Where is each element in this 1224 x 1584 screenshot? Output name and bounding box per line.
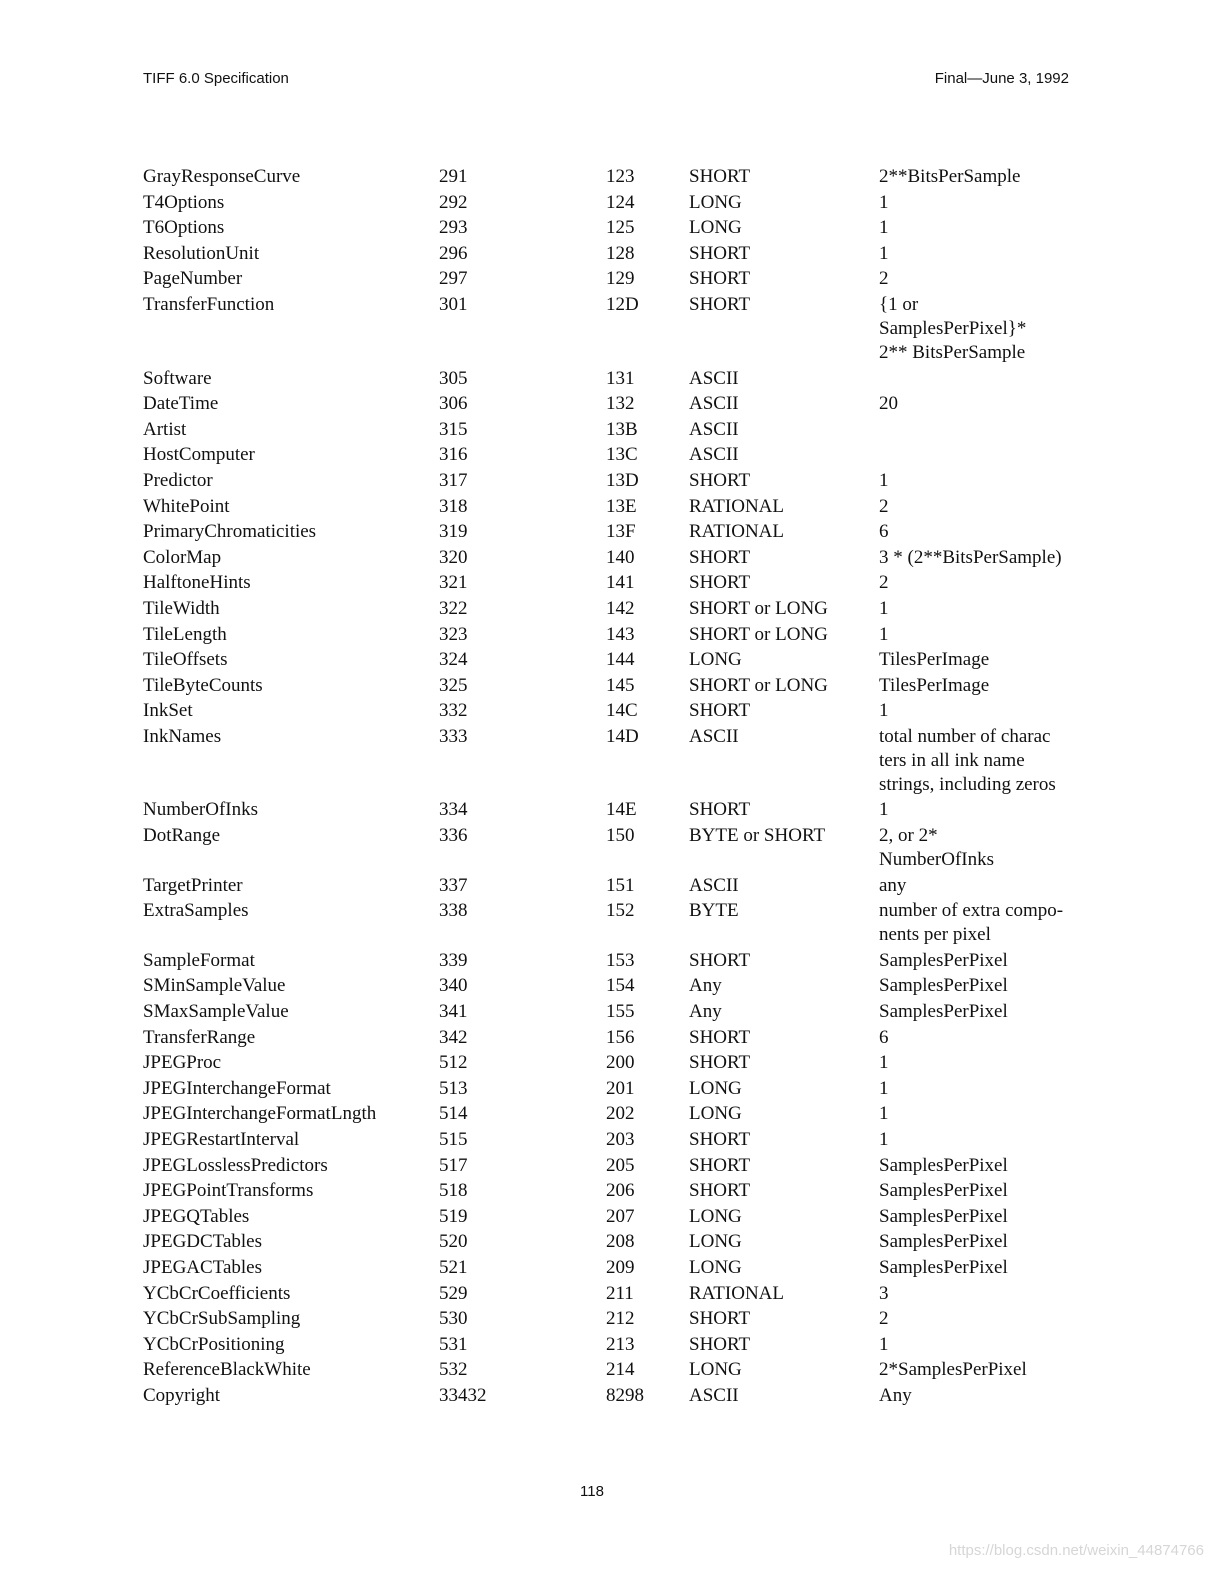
tag-type: RATIONAL	[689, 521, 784, 543]
tag-name: Predictor	[143, 469, 213, 491]
tag-hex: 14E	[606, 799, 637, 821]
tag-hex: 124	[606, 191, 635, 213]
tag-type: RATIONAL	[689, 495, 784, 517]
tag-count: 6	[879, 521, 889, 543]
tag-name: JPEGRestartInterval	[143, 1129, 300, 1150]
tag-decimal: 323	[439, 623, 468, 645]
tag-name: SMinSampleValue	[143, 975, 286, 997]
tag-hex: 211	[606, 1282, 634, 1304]
tag-hex: 131	[606, 367, 635, 389]
tag-decimal: 292	[439, 191, 468, 213]
table-row	[143, 1384, 1079, 1410]
table-row	[143, 418, 1079, 444]
tag-type: LONG	[689, 1077, 742, 1099]
table-row	[143, 648, 1079, 674]
tag-decimal: 332	[439, 700, 468, 722]
table-row	[143, 242, 1079, 268]
tag-count: 1	[879, 700, 889, 722]
tag-name: TileLength	[143, 623, 227, 645]
tag-decimal: 518	[439, 1180, 468, 1202]
table-row	[143, 1179, 1079, 1205]
tag-name: JPEGProc	[143, 1052, 222, 1074]
table-row	[143, 1154, 1079, 1180]
tag-type: SHORT or LONG	[689, 623, 828, 645]
tag-decimal: 317	[439, 469, 468, 491]
tag-type: SHORT	[689, 1180, 751, 1202]
table-row	[143, 367, 1079, 393]
tag-hex: 201	[606, 1077, 635, 1099]
tag-type: SHORT	[689, 1308, 751, 1330]
tag-count: 1	[879, 469, 889, 491]
tag-type: SHORT	[689, 166, 751, 187]
tag-hex: 143	[606, 623, 635, 645]
tag-hex: 206	[606, 1180, 635, 1202]
tag-count: 1	[879, 623, 889, 645]
tag-type: LONG	[689, 1231, 742, 1253]
table-row	[143, 495, 1079, 521]
tag-decimal: 320	[439, 546, 468, 568]
tag-name: JPEGInterchangeFormat	[143, 1077, 331, 1099]
tag-hex: 14D	[606, 725, 639, 747]
table-row	[143, 520, 1079, 546]
tag-decimal: 325	[439, 674, 468, 696]
table-row	[143, 725, 1079, 799]
tag-decimal: 515	[439, 1129, 468, 1150]
tag-type: SHORT or LONG	[689, 674, 828, 696]
tag-name: TileOffsets	[143, 649, 228, 671]
watermark: https://blog.csdn.net/weixin_44874766	[948, 1542, 1204, 1559]
tag-hex: 123	[606, 166, 635, 187]
tag-hex: 214	[606, 1359, 635, 1381]
tag-decimal: 531	[439, 1333, 468, 1355]
tag-type: SHORT	[689, 700, 751, 722]
table-row	[143, 469, 1079, 495]
table-row	[143, 1102, 1079, 1128]
tag-decimal: 324	[439, 649, 468, 671]
tag-count: 1	[879, 217, 889, 239]
table-row	[143, 392, 1079, 418]
tag-count: 1	[879, 1333, 889, 1355]
table-row	[143, 293, 1079, 367]
tag-count	[879, 443, 1079, 469]
tag-name: JPEGQTables	[143, 1205, 250, 1227]
tag-hex: 150	[606, 825, 635, 847]
tag-hex: 13C	[606, 444, 638, 466]
tag-hex: 13E	[606, 495, 637, 517]
tag-hex: 205	[606, 1154, 635, 1176]
tag-count: {1 or SamplesPerPixel}* 2** BitsPerSample	[879, 293, 1027, 363]
tag-count: TilesPerImage	[879, 674, 990, 696]
table-row	[143, 597, 1079, 623]
tag-count	[879, 418, 1079, 444]
tag-decimal: 341	[439, 1001, 468, 1023]
tag-count: 6	[879, 1026, 889, 1048]
tag-count: 3	[879, 1282, 889, 1304]
tag-name: JPEGLosslessPredictors	[143, 1154, 328, 1176]
tag-name: PageNumber	[143, 268, 243, 290]
tag-count: any	[879, 874, 907, 896]
tag-name: ColorMap	[143, 546, 222, 568]
table-row	[143, 974, 1079, 1000]
tag-decimal: 339	[439, 949, 468, 971]
table-row	[143, 1000, 1079, 1026]
tag-name: TransferFunction	[143, 293, 275, 315]
tag-decimal: 319	[439, 521, 468, 543]
table-row	[143, 1333, 1079, 1359]
tag-hex: 153	[606, 949, 635, 971]
tag-count: SamplesPerPixel	[879, 1205, 1008, 1227]
table-row	[143, 874, 1079, 900]
tag-hex: 145	[606, 674, 635, 696]
tag-name: TileWidth	[143, 597, 220, 619]
table-row	[143, 699, 1079, 725]
tag-type: ASCII	[689, 1384, 739, 1406]
tag-name: SampleFormat	[143, 949, 255, 971]
tag-name: HostComputer	[143, 444, 255, 466]
tag-decimal: 333	[439, 725, 468, 747]
tag-hex: 203	[606, 1129, 635, 1150]
table-row	[143, 1358, 1079, 1384]
tag-name: YCbCrSubSampling	[143, 1308, 301, 1330]
tag-name: TransferRange	[143, 1026, 256, 1048]
table-row	[143, 1128, 1079, 1154]
tag-name: T4Options	[143, 191, 225, 213]
tag-hex: 151	[606, 874, 635, 896]
tag-count	[879, 367, 1079, 393]
tag-hex: 144	[606, 649, 635, 671]
tag-name: ReferenceBlackWhite	[143, 1359, 311, 1381]
running-header-title: TIFF 6.0 Specification	[143, 70, 289, 87]
tag-count: SamplesPerPixel	[879, 1180, 1008, 1202]
tag-name: DateTime	[143, 393, 219, 415]
tag-decimal: 532	[439, 1359, 468, 1381]
tag-type: ASCII	[689, 393, 739, 415]
tag-type: SHORT	[689, 1026, 751, 1048]
tag-name: Artist	[143, 418, 187, 440]
tag-name: SMaxSampleValue	[143, 1001, 289, 1023]
table-row	[143, 571, 1079, 597]
tag-count: 2**BitsPerSample	[879, 166, 1021, 187]
tag-decimal: 513	[439, 1077, 468, 1099]
tag-type: SHORT	[689, 469, 751, 491]
tag-type: SHORT	[689, 572, 751, 594]
tag-decimal: 519	[439, 1205, 468, 1227]
table-row	[143, 798, 1079, 824]
tag-decimal: 293	[439, 217, 468, 239]
tag-decimal: 297	[439, 268, 468, 290]
tag-type: ASCII	[689, 874, 739, 896]
tag-name: TargetPrinter	[143, 874, 243, 896]
tag-hex: 202	[606, 1103, 635, 1125]
tag-count: 1	[879, 597, 889, 619]
tag-decimal: 301	[439, 293, 468, 315]
tag-type: ASCII	[689, 418, 739, 440]
tag-count: 2	[879, 1308, 889, 1330]
tag-type: LONG	[689, 1205, 742, 1227]
tag-decimal: 338	[439, 900, 468, 922]
tag-count: SamplesPerPixel	[879, 1256, 1008, 1278]
tag-name: YCbCrCoefficients	[143, 1282, 291, 1304]
tag-name: ExtraSamples	[143, 900, 249, 922]
tag-count: 2, or 2* NumberOfInks	[879, 825, 995, 871]
tag-name: GrayResponseCurve	[143, 166, 301, 187]
tag-count: total number of charac ters in all ink name strings, including zeros	[879, 725, 1056, 795]
tag-decimal: 306	[439, 393, 468, 415]
tag-name: Copyright	[143, 1384, 221, 1406]
table-row	[143, 1026, 1079, 1052]
tag-decimal: 305	[439, 367, 468, 389]
tag-name: T6Options	[143, 217, 225, 239]
tag-hex: 13F	[606, 521, 636, 543]
tag-type: Any	[689, 975, 722, 997]
tag-name: HalftoneHints	[143, 572, 251, 594]
tag-type: SHORT	[689, 293, 751, 315]
tag-table-body	[143, 165, 1079, 1410]
tag-type: LONG	[689, 1359, 742, 1381]
tag-decimal: 342	[439, 1026, 468, 1048]
tag-hex: 155	[606, 1001, 635, 1023]
tag-decimal: 530	[439, 1308, 468, 1330]
tag-count: 3 * (2**BitsPerSample)	[879, 546, 1062, 568]
tag-count: 2	[879, 572, 889, 594]
tag-hex: 212	[606, 1308, 635, 1330]
tag-name: TileByteCounts	[143, 674, 263, 696]
running-header-date: Final—June 3, 1992	[934, 70, 1069, 87]
tag-hex: 154	[606, 975, 635, 997]
table-row	[143, 1307, 1079, 1333]
tag-decimal: 337	[439, 874, 468, 896]
tag-decimal: 316	[439, 444, 468, 466]
tag-decimal: 521	[439, 1256, 468, 1278]
tag-type: SHORT	[689, 1333, 751, 1355]
tag-name: InkSet	[143, 700, 193, 722]
tag-count: 20	[879, 393, 898, 415]
table-row	[143, 899, 1079, 949]
tag-type: SHORT	[689, 799, 751, 821]
tag-count: SamplesPerPixel	[879, 949, 1008, 971]
table-row	[143, 1077, 1079, 1103]
table-row	[143, 267, 1079, 293]
tag-type: SHORT	[689, 546, 751, 568]
tag-count: SamplesPerPixel	[879, 1154, 1008, 1176]
tag-hex: 13D	[606, 469, 639, 491]
tag-hex: 156	[606, 1026, 635, 1048]
table-row	[143, 824, 1079, 874]
tag-decimal: 520	[439, 1231, 468, 1253]
tag-count: 1	[879, 1077, 889, 1099]
tag-type: LONG	[689, 649, 742, 671]
tag-hex: 207	[606, 1205, 635, 1227]
tag-name: PrimaryChromaticities	[143, 521, 317, 543]
tag-count: Any	[879, 1384, 912, 1406]
table-row	[143, 443, 1079, 469]
tag-type: SHORT	[689, 949, 751, 971]
table-row	[143, 216, 1079, 242]
tag-count: 2*SamplesPerPixel	[879, 1359, 1027, 1381]
tag-decimal: 514	[439, 1103, 468, 1125]
tag-count: 1	[879, 799, 889, 821]
tag-type: SHORT or LONG	[689, 597, 828, 619]
tag-type: SHORT	[689, 1154, 751, 1176]
tag-count: 1	[879, 1052, 889, 1074]
tag-type: Any	[689, 1001, 722, 1023]
table-row	[143, 1051, 1079, 1077]
tag-decimal: 318	[439, 495, 468, 517]
tag-decimal: 334	[439, 799, 468, 821]
tag-decimal: 322	[439, 597, 468, 619]
tag-name: Software	[143, 367, 212, 389]
tag-count: 1	[879, 1129, 889, 1150]
tag-decimal: 512	[439, 1052, 468, 1074]
table-row	[143, 165, 1079, 191]
table-row	[143, 191, 1079, 217]
tag-type: ASCII	[689, 367, 739, 389]
tag-count: TilesPerImage	[879, 649, 990, 671]
table-row	[143, 623, 1079, 649]
tag-type: SHORT	[689, 1052, 751, 1074]
tag-hex: 152	[606, 900, 635, 922]
tag-type: SHORT	[689, 1129, 751, 1150]
tag-name: JPEGInterchangeFormatLngth	[143, 1103, 377, 1125]
tag-hex: 128	[606, 242, 635, 264]
table-row	[143, 546, 1079, 572]
tag-count: number of extra compo- nents per pixel	[879, 900, 1064, 946]
tag-hex: 142	[606, 597, 635, 619]
table-row	[143, 949, 1079, 975]
tag-count: 1	[879, 1103, 889, 1125]
tag-decimal: 336	[439, 825, 468, 847]
tag-count: 1	[879, 242, 889, 264]
table-row	[143, 1282, 1079, 1308]
tag-hex: 125	[606, 217, 635, 239]
tag-count: SamplesPerPixel	[879, 975, 1008, 997]
tag-name: JPEGACTables	[143, 1256, 263, 1278]
tag-count: 2	[879, 495, 889, 517]
tag-type: BYTE	[689, 900, 739, 922]
tag-hex: 129	[606, 268, 635, 290]
table-row	[143, 1256, 1079, 1282]
tag-type: SHORT	[689, 242, 751, 264]
tag-decimal: 296	[439, 242, 468, 264]
tag-name: JPEGPointTransforms	[143, 1180, 314, 1202]
table-row	[143, 1230, 1079, 1256]
tag-decimal: 529	[439, 1282, 468, 1304]
tag-name: YCbCrPositioning	[143, 1333, 285, 1355]
tag-type: RATIONAL	[689, 1282, 784, 1304]
tag-hex: 13B	[606, 418, 638, 440]
tag-hex: 141	[606, 572, 635, 594]
tag-type: LONG	[689, 191, 742, 213]
tag-decimal: 517	[439, 1154, 468, 1176]
tag-hex: 200	[606, 1052, 635, 1074]
tag-name: InkNames	[143, 725, 222, 747]
tag-count: 2	[879, 268, 889, 290]
tag-type: LONG	[689, 217, 742, 239]
tag-name: WhitePoint	[143, 495, 230, 517]
tag-type: LONG	[689, 1103, 742, 1125]
tag-decimal: 340	[439, 975, 468, 997]
tag-table	[143, 165, 1079, 1410]
tag-decimal: 33432	[439, 1384, 487, 1406]
tag-name: JPEGDCTables	[143, 1231, 263, 1253]
tag-type: LONG	[689, 1256, 742, 1278]
tag-name: NumberOfInks	[143, 799, 259, 821]
tag-hex: 8298	[606, 1384, 644, 1406]
tag-type: ASCII	[689, 725, 739, 747]
tag-count: SamplesPerPixel	[879, 1001, 1008, 1023]
tag-hex: 213	[606, 1333, 635, 1355]
tag-decimal: 291	[439, 166, 468, 187]
table-row	[143, 1205, 1079, 1231]
tag-hex: 208	[606, 1231, 635, 1253]
tag-name: DotRange	[143, 825, 221, 847]
tag-hex: 12D	[606, 293, 639, 315]
tag-hex: 140	[606, 546, 635, 568]
table-row	[143, 674, 1079, 700]
tag-type: SHORT	[689, 268, 751, 290]
tag-decimal: 321	[439, 572, 468, 594]
tag-decimal: 315	[439, 418, 468, 440]
tag-hex: 209	[606, 1256, 635, 1278]
page-number: 118	[580, 1483, 604, 1500]
tag-type: BYTE or SHORT	[689, 825, 826, 847]
tag-name: ResolutionUnit	[143, 242, 260, 264]
tag-count: SamplesPerPixel	[879, 1231, 1008, 1253]
tag-count: 1	[879, 191, 889, 213]
tag-type: ASCII	[689, 444, 739, 466]
tag-hex: 14C	[606, 700, 638, 722]
tag-hex: 132	[606, 393, 635, 415]
